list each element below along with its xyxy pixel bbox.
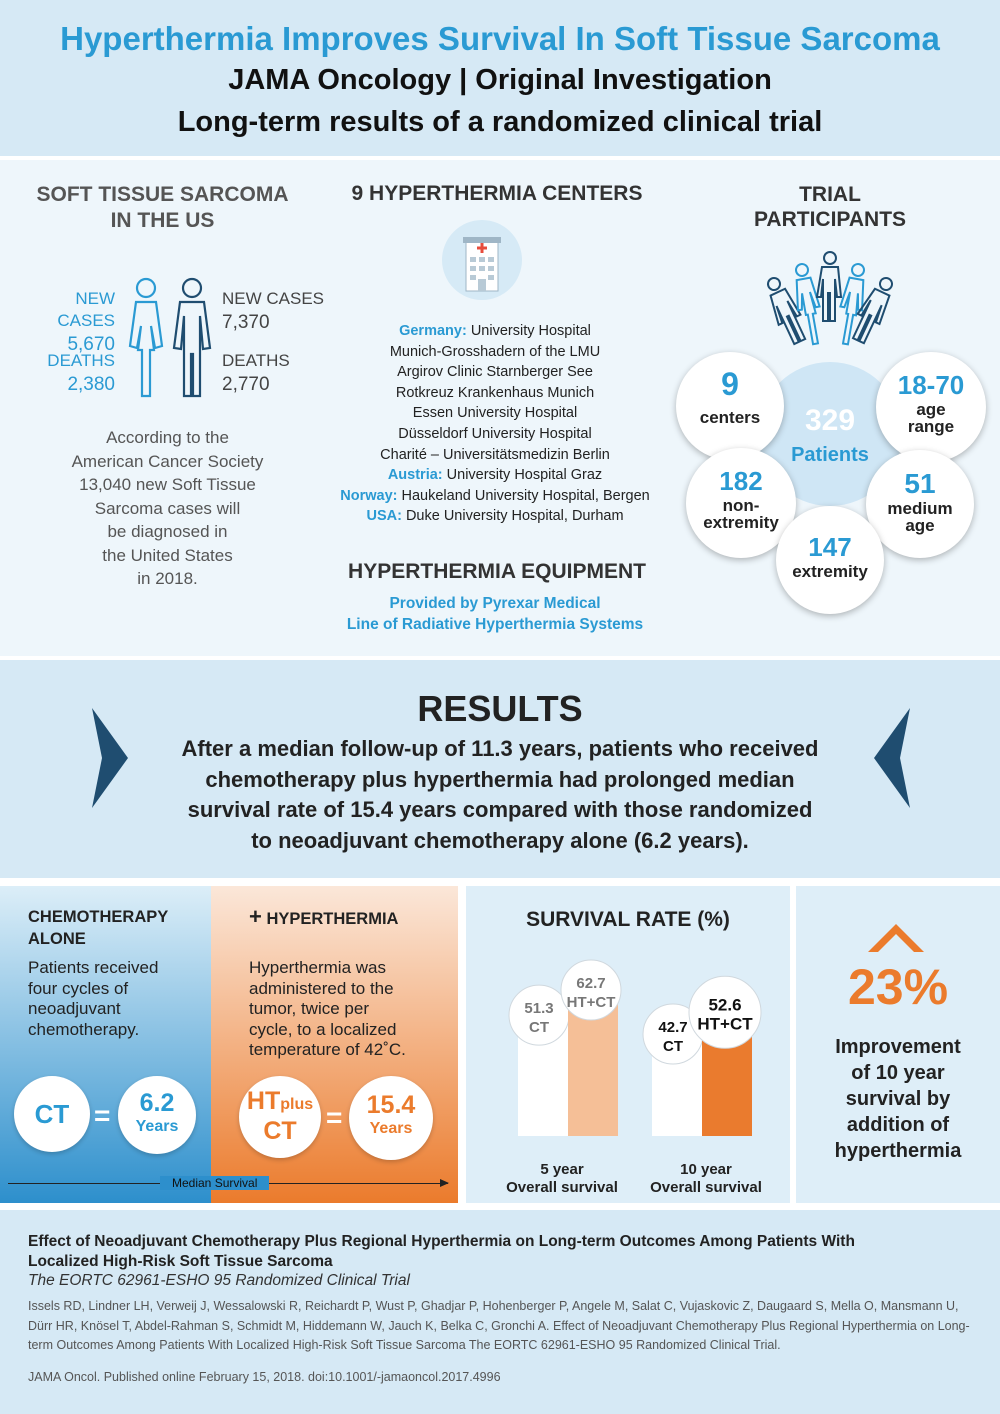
ht-title-text: HYPERTHERMIA [266, 910, 399, 928]
ht-equals: = [326, 1102, 343, 1133]
female-deaths-label: DEATHS [47, 351, 115, 370]
bubble-label: centers [699, 408, 761, 427]
male-new-cases-value: 7,370 [222, 312, 270, 333]
acs-line: Sarcoma cases will [94, 498, 241, 518]
ht-desc-line: administered to the [249, 978, 394, 998]
center-item: Rotkreuz Krankenhaus Munich [395, 384, 595, 401]
ct-desc-line: four cycles of [28, 978, 129, 998]
acs-line: 13,040 new Soft Tissue [79, 475, 256, 494]
data-label: CT [529, 1019, 549, 1037]
chevron-up-icon [868, 924, 924, 954]
centers-list [300, 321, 690, 527]
us-stats-title-line1: SOFT TISSUE SARCOMA [36, 183, 289, 206]
male-deaths-label: DEATHS [222, 351, 290, 370]
participants-title [720, 182, 940, 232]
results-title: RESULTS [417, 688, 583, 729]
ct-title-line1: CHEMOTHERAPY [28, 908, 169, 926]
journal-line: JAMA Oncology | Original Investigation [228, 64, 772, 96]
data-label: 51.3 [524, 1000, 554, 1018]
male-figure-icon [174, 279, 210, 396]
acs-line: According to the [106, 428, 229, 447]
female-new-cases-value: 5,670 [67, 334, 115, 355]
ht-desc-line: cycle, to a localized [249, 1019, 397, 1039]
bubble-value: 9 [721, 366, 739, 402]
chart-title: SURVIVAL RATE (%) [526, 908, 730, 931]
equipment-line2: Line of Radiative Hyperthermia Systems [346, 616, 644, 633]
x-tick-label: Overall survival [650, 1179, 762, 1196]
ct-survival-unit: Years [135, 1118, 179, 1135]
ct-circle: CT [14, 1076, 90, 1152]
subtitle: Long-term results of a randomized clinical trial [177, 106, 823, 138]
ct-equals: = [94, 1100, 111, 1131]
results-line: survival rate of 15.4 years compared with those randomized [187, 797, 813, 822]
center-item: Charité – Universitätsmedizin Berlin [380, 446, 610, 463]
ht-description [249, 958, 406, 1061]
usa-label: USA: [366, 508, 402, 525]
ht-desc-line: temperature of 42˚C. [249, 1040, 406, 1059]
improvement-line: addition of [846, 1114, 950, 1136]
bubble-extremity [776, 506, 884, 614]
bubble-value: 51 [904, 468, 936, 499]
us-stats-title-line2: IN THE US [110, 209, 215, 232]
citation-heading: Effect of Neoadjuvant Chemotherapy Plus Regional Hyperthermia on Long-term Outcomes Among Patients With Localized High-Risk Soft Tissue Sarcoma [28, 1233, 855, 1270]
patients-label: Patients [791, 444, 869, 466]
ht-survival-circle [349, 1076, 433, 1160]
female-deaths-value: 2,380 [67, 374, 115, 395]
ht-circle-ct: CT [263, 1117, 297, 1145]
acs-line: American Cancer Society [71, 451, 264, 471]
improvement-panel [796, 886, 1000, 1203]
bubble-centers [676, 352, 784, 460]
data-label: 42.7 [658, 1019, 688, 1037]
center-item: Duke University Hospital, Durham [405, 508, 624, 525]
results-line: chemotherapy plus hyperthermia had prolonged median [205, 766, 795, 792]
equipment-title: HYPERTHERMIA EQUIPMENT [348, 560, 646, 583]
participants-people-icon [750, 244, 910, 354]
hospital-icon [441, 219, 523, 301]
citation-footer [0, 1210, 1000, 1414]
ct-desc-line: chemotherapy. [28, 1019, 140, 1039]
bubble-value: 182 [719, 466, 763, 496]
ct-alone-title [28, 906, 168, 950]
norway-label: Norway: [340, 487, 398, 504]
acs-line: the United States [102, 545, 233, 565]
plus-icon: + [249, 904, 262, 929]
survival-chart [466, 886, 790, 1203]
x-tick-label: 5 year [540, 1161, 584, 1178]
x-tick-label: Overall survival [506, 1179, 618, 1196]
acs-note [40, 426, 295, 591]
bubble-label: extremity [792, 562, 868, 581]
results-text [140, 734, 860, 856]
hyperthermia-panel [211, 886, 458, 1203]
center-item: Düsseldorf University Hospital [398, 425, 592, 442]
us-stats-title [20, 182, 305, 234]
centers-title: 9 HYPERTHERMIA CENTERS [351, 182, 643, 205]
results-line: to neoadjuvant chemotherapy alone (6.2 years). [251, 827, 749, 853]
ht-survival-unit: Years [369, 1120, 413, 1137]
bubble-label: extremity [703, 513, 779, 532]
center-item: University Hospital [470, 323, 591, 339]
ct-alone-description [28, 958, 158, 1040]
improvement-value: 23% [847, 959, 949, 1015]
ht-ct-circle [239, 1076, 321, 1158]
ct-desc-line: neoadjuvant [28, 999, 121, 1018]
center-item: Haukeland University Hospital, Bergen [401, 487, 650, 504]
data-label: 52.6 [708, 995, 742, 1015]
acs-line: be diagnosed in [107, 522, 228, 541]
bubble-label: non- [722, 496, 760, 515]
female-new-cases-label: NEW CASES [57, 289, 115, 330]
ht-circle-ht: HT [246, 1087, 281, 1115]
improvement-line: hyperthermia [834, 1140, 962, 1162]
x-tick-label: 10 year [680, 1161, 732, 1178]
female-male-icon [126, 276, 222, 400]
citation-trial: The EORTC 62961-ESHO 95 Randomized Clinical Trial [28, 1272, 410, 1289]
results-section [0, 660, 1000, 878]
female-new-cases [20, 288, 115, 356]
center-item: Argirov Clinic Starnberger See [397, 364, 593, 381]
bubble-value: 147 [808, 532, 852, 562]
ht-title [249, 906, 398, 930]
participants-title-line1: TRIAL [799, 183, 861, 206]
acs-line: in 2018. [137, 569, 198, 588]
ht-desc-line: tumor, twice per [249, 999, 369, 1018]
main-title: Hyperthermia Improves Survival In Soft Tissue Sarcoma [60, 20, 940, 57]
center-item: Munich-Grosshadern of the LMU [389, 343, 601, 360]
patients-count: 329 [804, 404, 856, 437]
data-label: HT+CT [566, 994, 616, 1012]
center-item: Essen University Hospital [412, 405, 578, 422]
improvement-line: of 10 year [851, 1062, 945, 1084]
equipment-provider [300, 593, 690, 635]
ht-circle-plus: plus [280, 1096, 314, 1113]
centers-usa-line [300, 506, 690, 527]
bubble-label: range [907, 417, 955, 436]
header [0, 0, 1000, 156]
male-new-cases-label: NEW CASES [222, 289, 325, 308]
female-deaths [20, 350, 115, 396]
results-line: After a median follow-up of 11.3 years, patients who received [181, 736, 819, 761]
ct-title-line2: ALONE [28, 930, 86, 948]
centers-norway-line [300, 486, 690, 507]
male-deaths-value: 2,770 [222, 374, 270, 395]
ht-survival-value: 15.4 [366, 1091, 416, 1119]
bubble-age-range [876, 352, 986, 462]
bubble-value: 18-70 [897, 370, 965, 400]
ct-survival-value: 6.2 [139, 1089, 175, 1117]
centers-germany-line [300, 321, 690, 342]
data-label: CT [663, 1038, 683, 1056]
data-label: 62.7 [576, 975, 606, 993]
bubble-label: age [916, 400, 946, 419]
median-survival-label: Median Survival [160, 1176, 269, 1190]
improvement-line: Improvement [835, 1036, 961, 1058]
improvement-text [796, 1034, 1000, 1164]
ct-survival-circle [118, 1076, 196, 1154]
equipment-line1: Provided by Pyrexar Medical [389, 595, 601, 612]
citation-journal: JAMA Oncol. Published online February 15, 2018. doi:10.1001/-jamaoncol.2017.4996 [28, 1370, 501, 1384]
arrow-head-icon [440, 1179, 449, 1187]
improvement-line: survival by [845, 1088, 951, 1110]
ct-desc-line: Patients received [28, 958, 159, 977]
citation-authors: Issels RD, Lindner LH, Verweij J, Wessalowski R, Reichardt P, Wust P, Ghadjar P, Hohenberger P, Angele M, Salat C, Vujaskovic Z, Daugaard S, Mella O, Mansmann U, Dürr HR, Knösel T, Abdel-Rahman S, Schmidt M, Hiddemann W, Jauch K, Belka C, Gronchi A. Effect of Neoadjuvant Chemotherapy Plus Regional Hyperthermia on Long-term Outcomes Among Patients With Localized High-Risk Soft Tissue Sarcoma The EORTC 62961-ESHO 95 Randomized Clinical Trial. [28, 1299, 970, 1352]
austria-label: Austria: [387, 467, 443, 484]
germany-label: Germany: [399, 323, 467, 339]
ht-desc-line: Hyperthermia was [249, 958, 386, 977]
bubble-label: medium [887, 499, 953, 518]
ct-alone-panel [0, 886, 211, 1203]
participants-title-line2: PARTICIPANTS [753, 208, 907, 231]
bubble-label: age [905, 516, 935, 535]
data-label: HT+CT [697, 1014, 753, 1034]
center-item: University Hospital Graz [446, 467, 603, 484]
centers-austria-line [300, 465, 690, 486]
female-figure-icon [130, 279, 162, 396]
